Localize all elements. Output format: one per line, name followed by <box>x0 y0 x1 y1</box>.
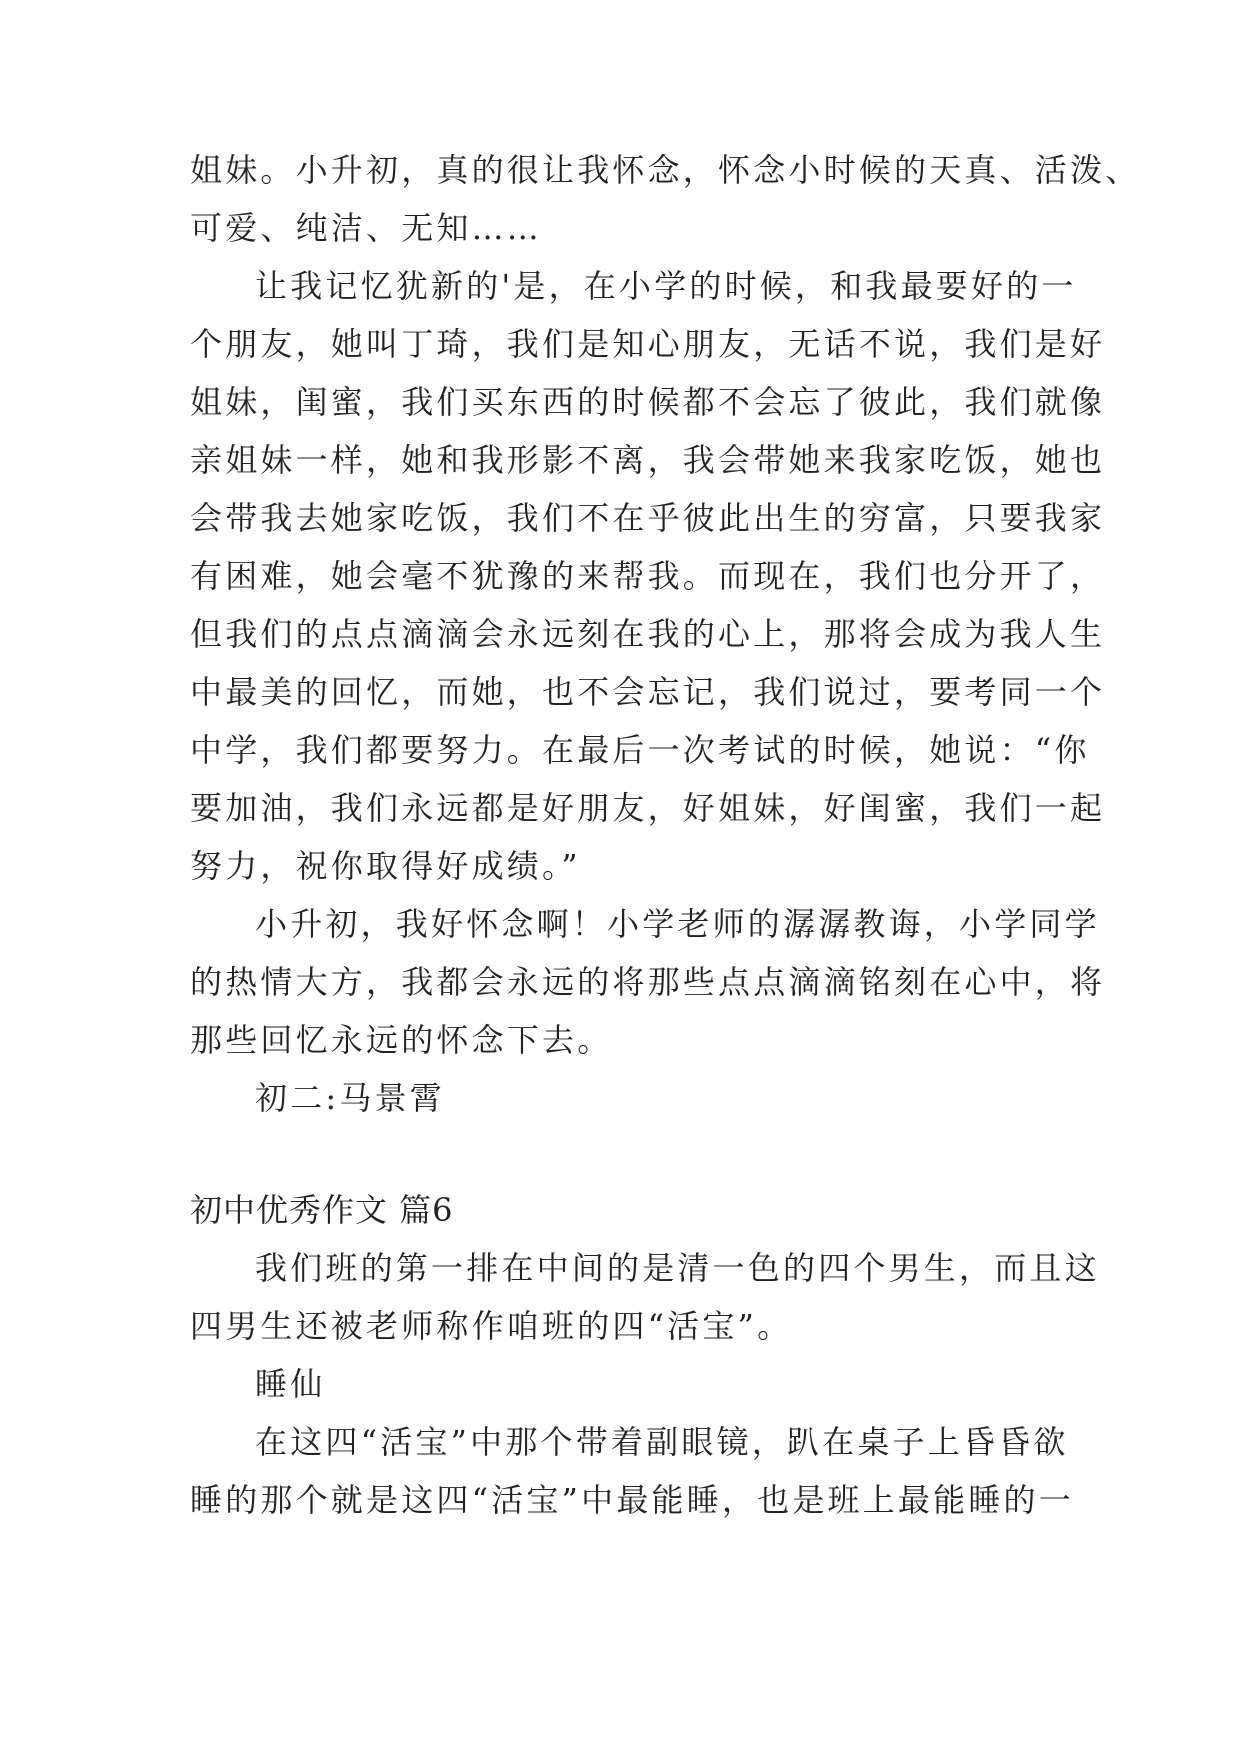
paragraph-line: 的热情大方，我都会永远的将那些点点滴滴铭刻在心中，将 <box>190 963 1106 1001</box>
paragraph-line: 睡的那个就是这四“活宝”中最能睡，也是班上最能睡的一 <box>190 1481 1074 1519</box>
paragraph-line: 让我记忆犹新的'是，在小学的时候，和我最要好的一 <box>255 267 1077 305</box>
subheading: 睡仙 <box>255 1365 326 1403</box>
paragraph-line: 有困难，她会毫不犹豫的来帮我。而现在，我们也分开了， <box>190 557 1106 595</box>
paragraph-line: 四男生还被老师称作咱班的四“活宝”。 <box>190 1307 793 1345</box>
paragraph-line: 可爱、纯洁、无知…… <box>190 209 543 247</box>
paragraph-line: 那些回忆永远的怀念下去。 <box>190 1021 613 1059</box>
paragraph-line: 姐妹，闺蜜，我们买东西的时候都不会忘了彼此，我们就像 <box>190 383 1106 421</box>
paragraph-line: 小升初，我好怀念啊！小学老师的潺潺教诲，小学同学 <box>255 905 1100 943</box>
paragraph-line: 要加油，我们永远都是好朋友，好姐妹，好闺蜜，我们一起 <box>190 789 1106 827</box>
section-heading: 初中优秀作文 篇6 <box>190 1191 454 1229</box>
paragraph-line: 中学，我们都要努力。在最后一次考试的时候，她说：“你 <box>190 731 1090 769</box>
paragraph-line: 努力，祝你取得好成绩。” <box>190 847 581 885</box>
paragraph-line: 但我们的点点滴滴会永远刻在我的心上，那将会成为我人生 <box>190 615 1106 653</box>
paragraph-line: 中最美的回忆，而她，也不会忘记，我们说过，要考同一个 <box>190 673 1106 711</box>
paragraph-line: 亲姐妹一样，她和我形影不离，我会带她来我家吃饭，她也 <box>190 441 1106 479</box>
author-signature: 初二:马景霄 <box>255 1079 445 1117</box>
paragraph-line: 我们班的第一排在中间的是清一色的四个男生，而且这 <box>255 1249 1100 1287</box>
paragraph-line: 个朋友，她叫丁琦，我们是知心朋友，无话不说，我们是好 <box>190 325 1106 363</box>
paragraph-line: 会带我去她家吃饭，我们不在乎彼此出生的穷富，只要我家 <box>190 499 1106 537</box>
paragraph-line: 在这四“活宝”中那个带着副眼镜，趴在桌子上昏昏欲 <box>255 1423 1069 1461</box>
paragraph-line: 姐妹。小升初，真的很让我怀念，怀念小时候的天真、活泼、 <box>190 151 1141 189</box>
